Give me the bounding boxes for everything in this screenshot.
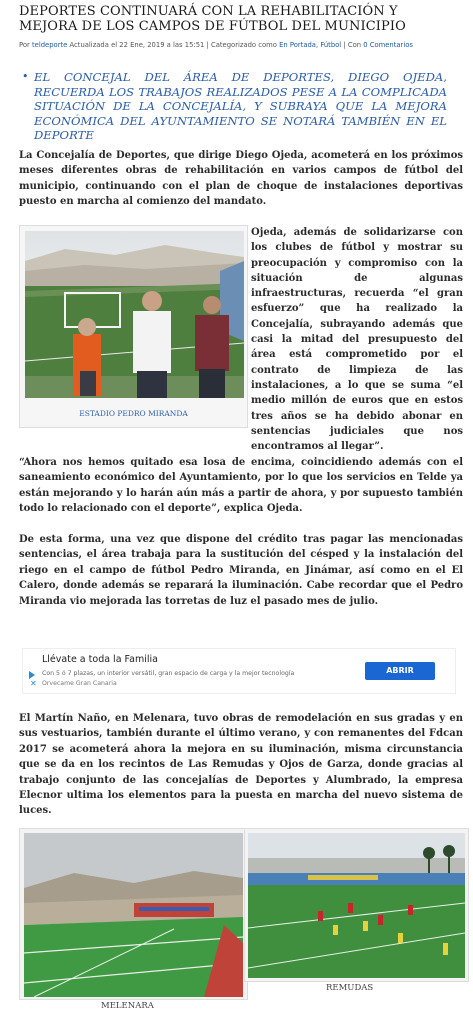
paragraph-2: Ojeda, además de solidarizarse con los clubes de fútbol y mostrar su preocupación y compromiso con la situación de algunas infraestructuras, recuerda “el gran esfuerzo” que ha realizado la Concejalía, subrayando además que casi la mitad del presupuesto del área está comprometido por el contrato de limpieza de las instalaciones, a lo que se suma “el medio millón de euros que en estos tres años se ha debido abonar en sentencias judiciales que nos encontramos al llegar”. — [251, 227, 463, 453]
category-separator: , — [315, 41, 319, 49]
category-link-portada[interactable]: En Portada — [279, 41, 316, 49]
figure-estadio-pedro-miranda — [19, 225, 248, 428]
advertisement-banner[interactable] — [22, 648, 456, 694]
paragraph-1: La Concejalía de Deportes, que dirige Diego Ojeda, acometerá en los próximos meses diferentes obras de rehabilitación en varios campos de fútbol del municipio, continuando con el plan de choque de instalaciones deportivas puesto en marcha al comienzo del mandato. — [19, 150, 463, 208]
author-link[interactable]: teldeporte — [31, 41, 68, 49]
figure-remudas — [244, 828, 469, 982]
paragraph-4: De esta forma, una vez que dispone del crédito tras pagar las mencionadas sentencias, el área trabaja para la sustitución del césped y la instalación del riego en el campo de fútbol Pedro Miranda, en Jinámar, así como en el El Calero, donde además se reparará la iluminación. Cabe recordar que el Pedro Miranda vio mejorada las torretas de luz el pasado mes de julio. — [19, 534, 463, 607]
meta-por: Por — [19, 41, 30, 49]
meta-updated: Actualizada el 22 Ene, 2019 a las 15:51 — [69, 41, 205, 49]
bullet-icon: • — [22, 70, 29, 83]
remudas-photo[interactable] — [248, 833, 465, 978]
stadium-photo[interactable] — [25, 231, 244, 398]
paragraph-5: El Martín Naño, en Melenara, tuvo obras de remodelación en sus gradas y en sus vestuarios, también durante el último verano, y con remanentes del Fdcan 2017 se acometerá ahora la mejora en su iluminación, misma circunstancia que se da en los recintos de Las Remudas y Ojos de Garza, donde gracias al trabajo conjunto de las concejalías de Deportes y Alumbrado, la empresa Elecnor ultima los elementos para la puesta en marcha del nuevo sistema de luces. — [19, 713, 463, 817]
ad-description: Con 5 ó 7 plazas, un interior versátil, gran espacio de carga y la mejor tecnología — [42, 670, 295, 677]
lead-text: EL CONCEJAL DEL ÁREA DE DEPORTES, DIEGO OJEDA, RECUERDA LOS TRABAJOS REALIZADOS PESE A LA COMPLICADA SITUACIÓN DE LA CONCEJALÍA, Y SUBRAYA QUE LA MEJORA ECONÓMICA DEL AYUNTAMIENTO SE NOTARÁ TAMBIÉN EN EL DEPORTE — [34, 70, 447, 143]
category-link-futbol[interactable]: Fútbol — [320, 41, 342, 49]
ad-title[interactable]: Llévate a toda la Familia — [42, 654, 158, 665]
comments-link[interactable]: 0 Comentarios — [363, 41, 413, 49]
close-icon[interactable]: ✕ — [30, 679, 37, 688]
meta-categorized: | Categorizado como — [206, 41, 277, 49]
paragraph-3: “Ahora nos hemos quitado esa losa de encima, coincidiendo además con el saneamiento económico del Ayuntamiento, por lo que los servicios en Telde ya están mejorando y lo harán aún más a partir de ahora, y por supuesto también todo lo relacionado con el deporte”, explica Ojeda. — [19, 457, 463, 515]
melenara-caption: MELENARA — [101, 1001, 154, 1011]
ad-open-button[interactable]: ABRIR — [365, 662, 435, 680]
melenara-photo[interactable] — [24, 833, 243, 997]
article-title: DEPORTES CONTINUARÁ CON LA REHABILITACIÓN Y MEJORA DE LOS CAMPOS DE FÚTBOL DEL MUNICIPIO — [19, 4, 406, 34]
article-lead — [22, 70, 447, 143]
ad-source: Orvecame Gran Canaria — [42, 680, 117, 687]
adchoices-play-icon[interactable] — [29, 671, 35, 679]
article-meta — [19, 41, 464, 49]
meta-con: | Con — [343, 41, 362, 49]
figure-caption: ESTADIO PEDRO MIRANDA — [79, 409, 188, 418]
figure-melenara — [19, 828, 248, 1000]
remudas-caption: REMUDAS — [326, 983, 374, 993]
